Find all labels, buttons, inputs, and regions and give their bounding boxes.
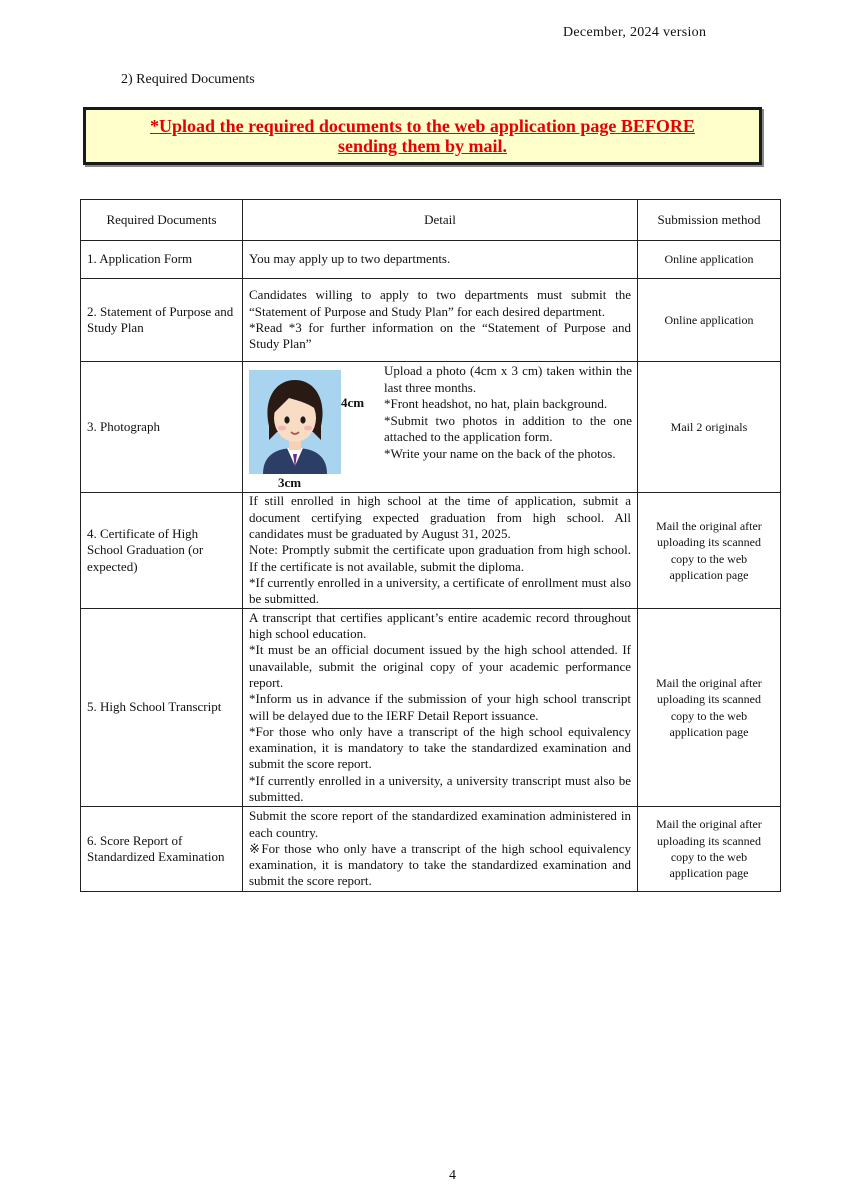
detail-line: You may apply up to two departments.: [249, 251, 451, 267]
section-heading: 2) Required Documents: [121, 72, 255, 87]
table-row: [81, 279, 781, 362]
submission-method: Mail the original after uploading its scanned copy to the web application page: [638, 493, 781, 609]
document-name: 6. Score Report of Standardized Examination: [81, 807, 243, 892]
notice-line-2: sending them by mail.: [337, 136, 508, 156]
document-name: 1. Application Form: [81, 241, 243, 279]
version-label: December, 2024 version: [563, 25, 707, 40]
submission-method: Mail the original after uploading its scanned copy to the web application page: [638, 609, 781, 807]
document-detail: [243, 241, 638, 279]
page-number: 4: [449, 1168, 456, 1183]
document-detail: [243, 493, 638, 609]
detail-line: Note: Promptly submit the certificate upon graduation from high school. If the certificate is not available, submit the diploma.: [249, 542, 631, 574]
upload-notice-box: [83, 107, 762, 165]
table-row: [81, 362, 781, 493]
document-detail: [243, 362, 638, 493]
submission-method: Mail 2 originals: [638, 362, 781, 493]
table-header-row: [81, 200, 781, 241]
detail-line: *Submit two photos in addition to the one attached to the application form.: [384, 412, 632, 444]
detail-line: ※For those who only have a transcript of the high school equivalency examination, it is mandatory to take the standardized examination and submit the score report.: [249, 840, 631, 889]
document-name: 5. High School Transcript: [81, 609, 243, 807]
submission-method: Online application: [638, 279, 781, 362]
detail-line: Submit the score report of the standardized examination administered in each country.: [249, 808, 631, 840]
photo-width-label: 3cm: [278, 475, 302, 490]
column-header-documents: Required Documents: [81, 200, 243, 241]
detail-line: *If currently enrolled in a university, a university transcript must also be submitted.: [249, 772, 631, 804]
required-documents-table: [80, 199, 781, 892]
column-header-detail: Detail: [243, 200, 638, 241]
photo-height-label: 4cm: [341, 395, 365, 410]
detail-line: Upload a photo (4cm x 3 cm) taken within the last three months.: [384, 363, 632, 395]
notice-line-1: *Upload the required documents to the web application page BEFORE: [150, 116, 695, 136]
sample-headshot-photo: [249, 370, 341, 474]
table-row: [81, 609, 781, 807]
photo-requirements: [384, 363, 632, 462]
column-header-method: Submission method: [638, 200, 781, 241]
table-row: [81, 493, 781, 609]
document-detail: [243, 807, 638, 892]
detail-line: *Write your name on the back of the photos.: [384, 445, 616, 461]
detail-line: If still enrolled in high school at the time of application, submit a document certifying expected graduation from high school. All candidates must be graduated by August 31, 2025.: [249, 493, 631, 542]
table-row: [81, 807, 781, 892]
detail-line: Candidates willing to apply to two departments must submit the “Statement of Purpose and Study Plan” for each desired department.: [249, 287, 631, 319]
document-detail: [243, 279, 638, 362]
table-row: [81, 241, 781, 279]
detail-line: *If currently enrolled in a university, a certificate of enrollment must also be submitted.: [249, 574, 631, 607]
detail-line: *Read *3 for further information on the “Statement of Purpose and Study Plan”: [249, 320, 631, 352]
detail-line: A transcript that certifies applicant’s entire academic record throughout high school education.: [249, 609, 631, 642]
document-name: 4. Certificate of High School Graduation (or expected): [81, 493, 243, 609]
document-detail: [243, 609, 638, 807]
document-name: 3. Photograph: [81, 362, 243, 493]
document-name: 2. Statement of Purpose and Study Plan: [81, 279, 243, 362]
submission-method: Mail the original after uploading its scanned copy to the web application page: [638, 807, 781, 892]
submission-method: Online application: [638, 241, 781, 279]
headshot-illustration-icon: [249, 370, 341, 474]
detail-line: *Front headshot, no hat, plain background.: [384, 396, 608, 411]
detail-line: *Inform us in advance if the submission of your high school transcript will be delayed due to the IERF Detail Report issuance.: [249, 691, 631, 723]
detail-line: *For those who only have a transcript of the high school equivalency examination, it is mandatory to take the standardized examination and submit the score report.: [249, 723, 631, 772]
detail-line: *It must be an official document issued by the high school attended. If unavailable, submit the original copy of your academic performance report.: [249, 642, 631, 690]
